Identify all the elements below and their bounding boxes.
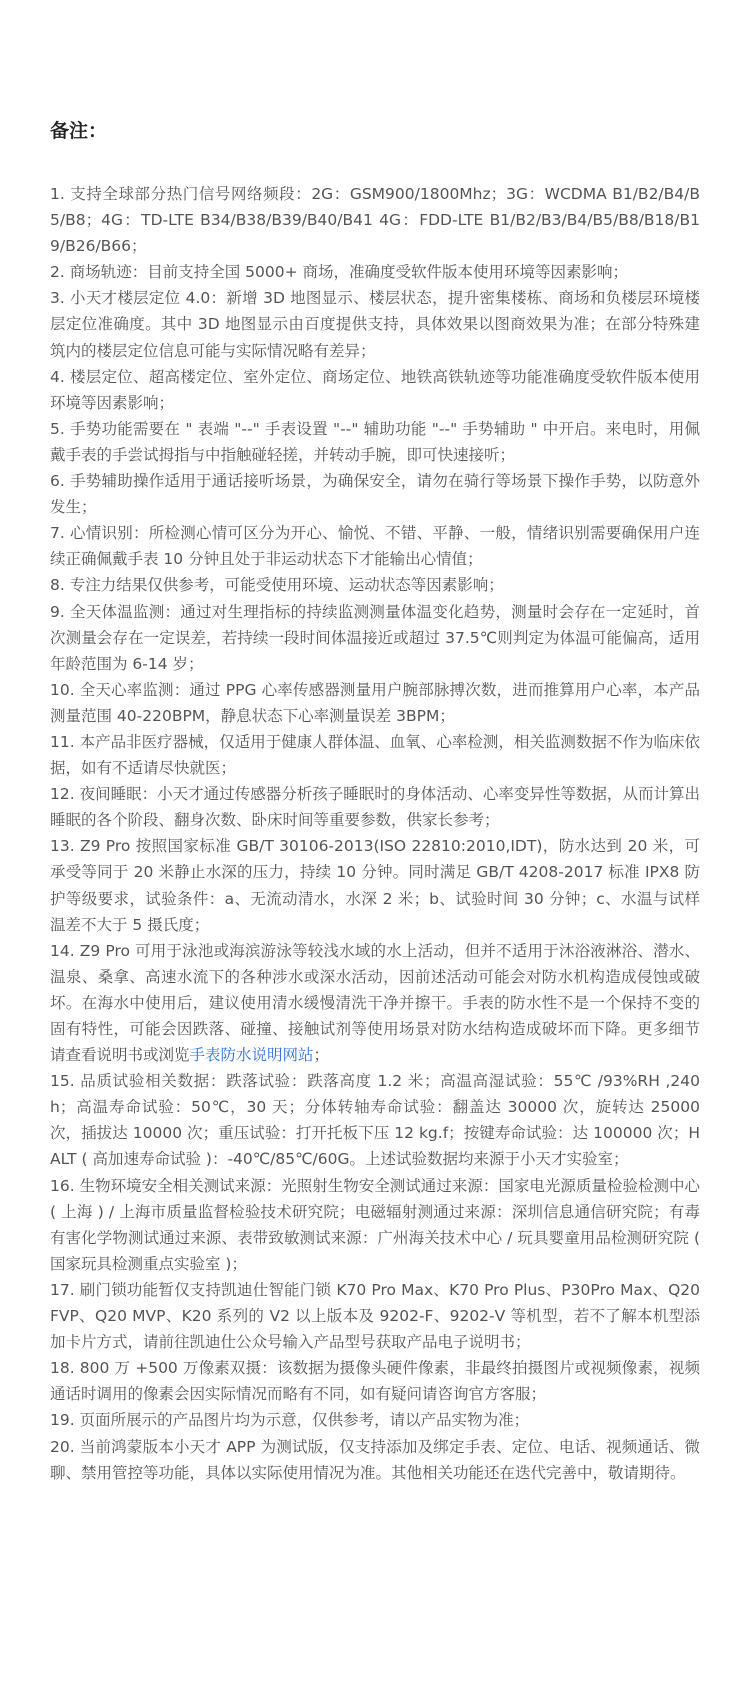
note-text: 2. 商场轨迹：目前支持全国 5000+ 商场，准确度受软件版本使用环境等因素影响； bbox=[50, 263, 629, 282]
note-text: 18. 800 万 +500 万像素双摄：该数据为摄像头硬件像素，非最终拍摄图片或视频像素，视频通话时调用的像素会因实际情况而略有不同，如有疑问请咨询官方客服； bbox=[50, 1359, 700, 1404]
note-text: 19. 页面所展示的产品图片均为示意，仅供参考，请以产品实物为准； bbox=[50, 1411, 530, 1430]
note-item-8 bbox=[50, 572, 700, 598]
note-item-1 bbox=[50, 181, 700, 259]
note-item-16 bbox=[50, 1173, 700, 1277]
notes-list bbox=[50, 181, 700, 1486]
note-text: 14. Z9 Pro 可用于泳池或海滨游泳等较浅水域的水上活动，但并不适用于沐浴液淋浴、潜水、温泉、桑拿、高速水流下的各种涉水或深水活动，因前述活动可能会对防水机构造成侵蚀或破坏。在海水中使用后，建议使用清水缓慢清洗干净并擦干。手表的防水性不是一个保持不变的固有特性，可能会因跌落、碰撞、接触试剂等使用场景对防水结构造成破坏而下降。更多细节请查看说明书或浏览 bbox=[50, 941, 700, 1065]
note-item-2 bbox=[50, 259, 700, 285]
note-item-15 bbox=[50, 1068, 700, 1172]
note-item-18 bbox=[50, 1355, 700, 1407]
note-item-20 bbox=[50, 1434, 700, 1486]
note-text: 12. 夜间睡眠：小天才通过传感器分析孩子睡眠时的身体活动、心率变异性等数据，从而计算出睡眠的各个阶段、翻身次数、卧床时间等重要参数，供家长参考； bbox=[50, 785, 700, 830]
note-text: 5. 手势功能需要在 " 表端 "--" 手表设置 "--" 辅助功能 "--" 手势辅助 " 中开启。来电时，用佩戴手表的手尝试拇指与中指触碰轻搓，并转动手腕，即可快速接听； bbox=[50, 419, 700, 464]
note-item-5 bbox=[50, 416, 700, 468]
note-text: 11. 本产品非医疗器械，仅适用于健康人群体温、血氧、心率检测，相关监测数据不作为临床依据，如有不适请尽快就医； bbox=[50, 732, 700, 778]
note-item-11 bbox=[50, 729, 700, 781]
waterproof-info-link[interactable]: 手表防水说明网站 bbox=[189, 1046, 314, 1065]
note-item-13 bbox=[50, 833, 700, 937]
note-item-3 bbox=[50, 285, 700, 363]
note-text: 17. 刷门锁功能暂仅支持凯迪仕智能门锁 K70 Pro Max、K70 Pro Plus、P30Pro Max、Q20FVP、Q20 MVP、K20 系列的 V2 以上版本及 9202-F、9202-V 等机型，若不了解本机型添加卡片方式，请前往凯迪仕公众号输入产品型号获取产品电子说明书； bbox=[50, 1280, 700, 1352]
note-item-17 bbox=[50, 1277, 700, 1355]
note-text: 20. 当前鸿蒙版本小天才 APP 为测试版，仅支持添加及绑定手表、定位、电话、视频通话、微聊、禁用管控等功能，具体以实际使用情况为准。其他相关功能还在迭代完善中，敬请期待。 bbox=[50, 1437, 700, 1482]
note-text: 10. 全天心率监测：通过 PPG 心率传感器测量用户腕部脉搏次数，进而推算用户心率，本产品测量范围 40-220BPM，静息状态下心率测量误差 3BPM； bbox=[50, 680, 700, 725]
note-text: 9. 全天体温监测：通过对生理指标的持续监测测量体温变化趋势，测量时会存在一定延时，首次测量会存在一定误差，若持续一段时间体温接近或超过 37.5℃则判定为体温可能偏高，适用年龄范围为 6-14 岁； bbox=[50, 602, 700, 673]
note-item-4 bbox=[50, 364, 700, 416]
note-text: 8. 专注力结果仅供参考，可能受使用环境、运动状态等因素影响； bbox=[50, 576, 504, 595]
note-text: 1. 支持全球部分热门信号网络频段：2G：GSM900/1800Mhz；3G：WCDMA B1/B2/B4/B5/B8；4G：TD-LTE B34/B38/B39/B40/B41 4G：FDD-LTE B1/B2/B3/B4/B5/B8/B18/B19/B26/B66； bbox=[50, 185, 700, 256]
note-item-10 bbox=[50, 677, 700, 729]
note-text: 4. 楼层定位、超高楼定位、室外定位、商场定位、地铁高铁轨迹等功能准确度受软件版本使用环境等因素影响； bbox=[50, 367, 700, 412]
note-item-7 bbox=[50, 520, 700, 572]
note-text: 16. 生物环境安全相关测试来源：光照射生物安全测试通过来源：国家电光源质量检验检测中心 ( 上海 ) / 上海市质量监督检验技术研究院；电磁辐射测通过来源：深圳信息通信研究院；有毒有害化学物测试通过来源、表带致敏测试来源：广州海关技术中心 / 玩具婴童用品检测研究院 ( 国家玩具检测重点实验室 )； bbox=[50, 1176, 700, 1273]
note-text: 7. 心情识别：所检测心情可区分为开心、愉悦、不错、平静、一般，情绪识别需要确保用户连续正确佩戴手表 10 分钟且处于非运动状态下才能输出心情值； bbox=[50, 524, 700, 569]
note-text-suffix: ； bbox=[313, 1046, 330, 1065]
note-item-14 bbox=[50, 938, 700, 1068]
note-text: 6. 手势辅助操作适用于通话接听场景，为确保安全，请勿在骑行等场景下操作手势，以防意外发生； bbox=[50, 472, 700, 517]
notes-title: 备注： bbox=[50, 120, 108, 142]
note-item-9 bbox=[50, 599, 700, 677]
note-text: 13. Z9 Pro 按照国家标准 GB/T 30106-2013(ISO 22810:2010,IDT)，防水达到 20 米，可承受等同于 20 米静止水深的压力，持续 10 分钟。同时满足 GB/T 4208-2017 标准 IPX8 防护等级要求，试验条件：a、无流动清水，水深 2 米；b、试验时间 30 分钟；c、水温与试样温差不大于 5 摄氏度； bbox=[50, 837, 700, 934]
note-text: 15. 品质试验相关数据：跌落试验：跌落高度 1.2 米；高温高湿试验：55℃ /93%RH ,240h；高温寿命试验：50℃，30 天；分体转轴寿命试验：翻盖达 30000 次，旋转达 25000 次，插拔达 10000 次；重压试验：打开托板下压 12 kg.f；按键寿命试验：达 100000 次；HALT ( 高加速寿命试验 )：-40℃/85℃/60G。上述试验数据均来源于小天才实验室； bbox=[50, 1072, 700, 1169]
note-item-12 bbox=[50, 781, 700, 833]
note-text: 3. 小天才楼层定位 4.0：新增 3D 地图显示、楼层状态，提升密集楼栋、商场和负楼层环境楼层定位准确度。其中 3D 地图显示由百度提供支持，具体效果以图商效果为准；在部分特殊建筑内的楼层定位信息可能与实际情况略有差异； bbox=[50, 289, 700, 360]
note-item-19 bbox=[50, 1407, 700, 1433]
note-item-6 bbox=[50, 468, 700, 520]
